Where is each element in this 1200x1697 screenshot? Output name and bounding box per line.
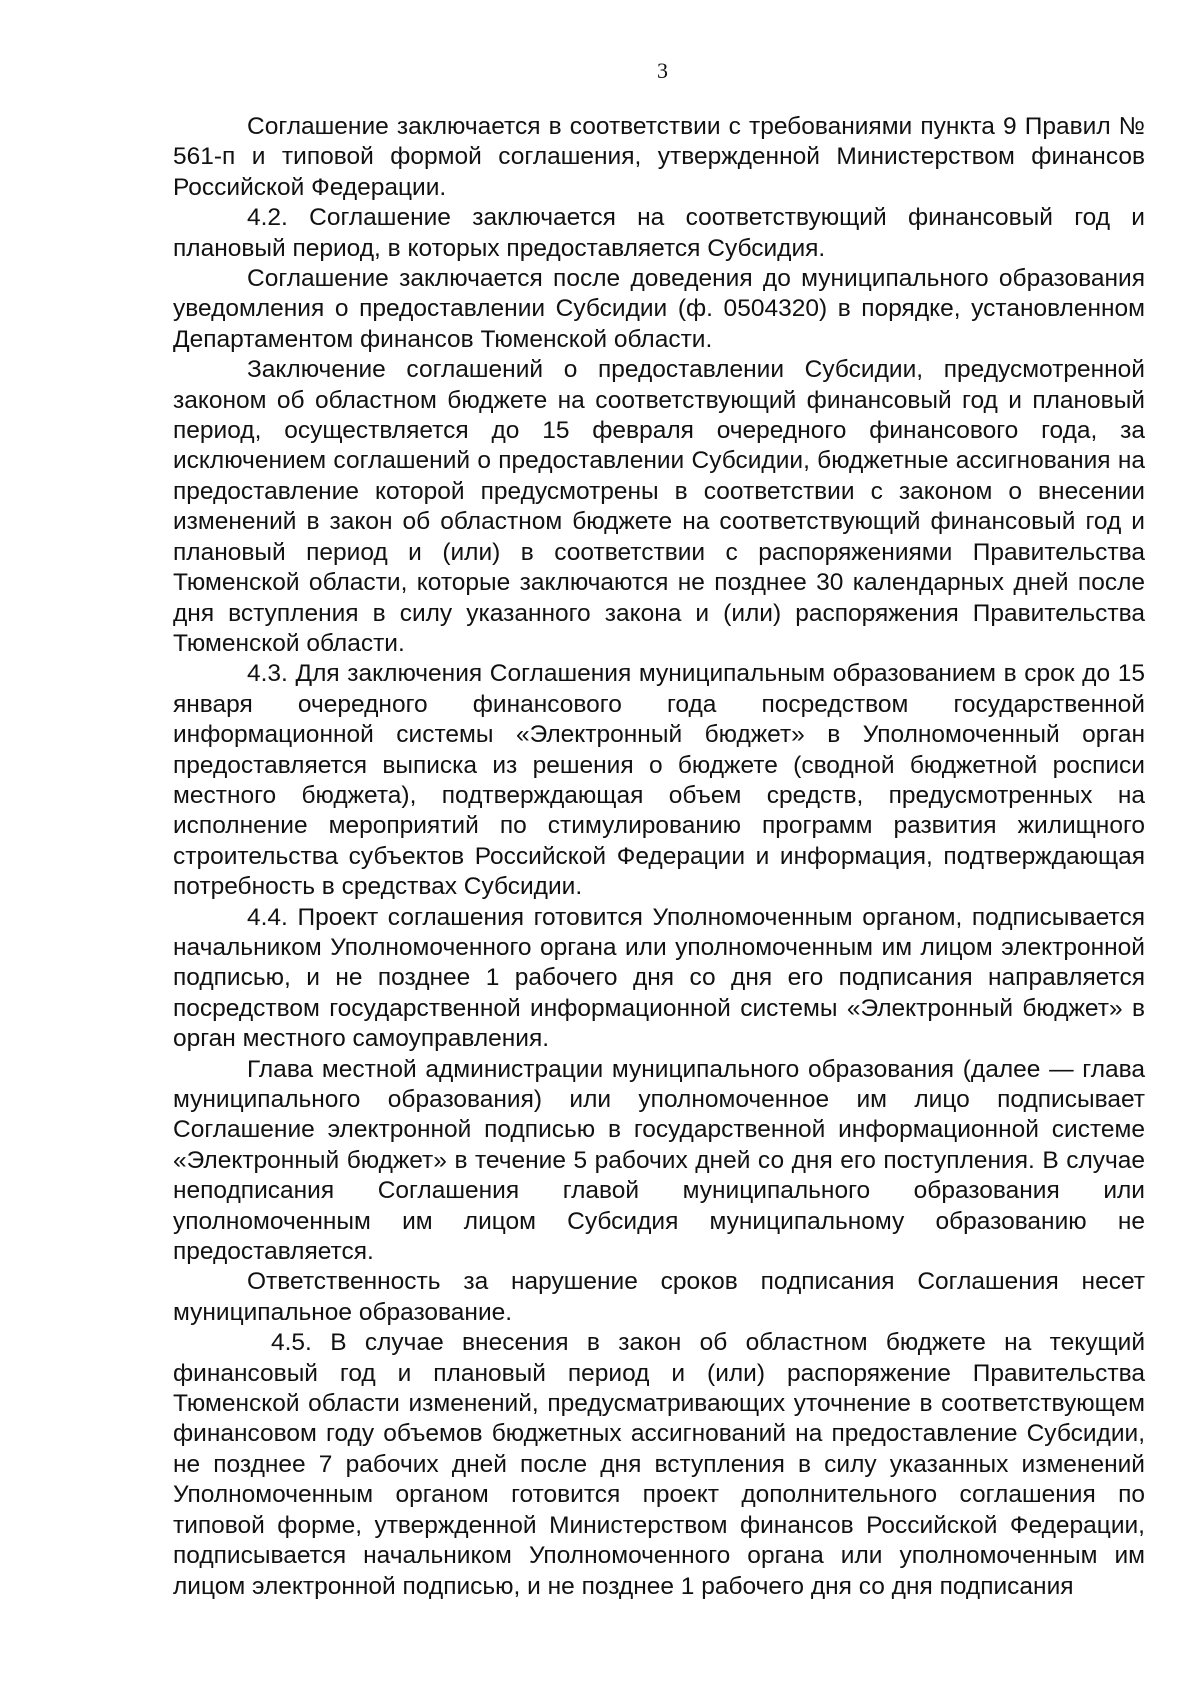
paragraph-4-5: 4.5. В случае внесения в закон об областном бюджете на текущий финансовый год и плановый период и (или) распоряжение Правительства Тюменской области изменений, предусматривающих уточнение в соответствующем финансовом году объемов бюджетных ассигнований на предоставление Субсидии, не позднее 7 рабочих дней после дня вступления в силу указанных изменений Уполномоченным органом готовится проект дополнительного соглашения по типовой форме, утвержденной Министерством финансов Российской Федерации, подписывается начальником Уполномоченного органа или уполномоченным им лицом электронной подписью, и не позднее 1 рабочего дня со дня подписания [173, 1329, 1145, 1600]
paragraph-4-3: 4.3. Для заключения Соглашения муниципальным образованием в срок до 15 января очередного финансового года посредством государственной информационной системы «Электронный бюджет» в Уполномоченный орган предоставляется выписка из решения о бюджете (сводной бюджетной росписи местного бюджета), подтверждающая объем средств, предусмотренных на исполнение мероприятий по стимулированию программ развития жилищного строительства субъектов Российской Федерации и информация, подтверждающая потребность в средствах Субсидии. [173, 660, 1145, 901]
paragraph-4-2: 4.2. Соглашение заключается на соответствующий финансовый год и плановый период, в которых предоставляется Субсидия. [173, 204, 1145, 262]
page-number: 3 [657, 58, 668, 83]
paragraph-agreement-notification: Соглашение заключается после доведения до муниципального образования уведомления о предоставлении Субсидии (ф. 0504320) в порядке, установленном Департаментом финансов Тюменской области. [173, 265, 1145, 353]
paragraph-agreement-deadline: Заключение соглашений о предоставлении Субсидии, предусмотренной законом об областном бюджете на соответствующий финансовый год и плановый период, осуществляется до 15 февраля очередного финансового года, за исключением соглашений о предоставлении Субсидии, бюджетные ассигнования на предоставление которой предусмотрены в соответствии с законом о внесении изменений в закон об областном бюджете на соответствующий финансовый год и плановый период и (или) в соответствии с распоряжениями Правительства Тюменской области, которые заключаются не позднее 30 календарных дней после дня вступления в силу указанного закона и (или) распоряжения Правительства Тюменской области. [173, 356, 1145, 657]
document-body [173, 112, 1145, 1602]
paragraph-responsibility: Ответственность за нарушение сроков подписания Соглашения несет муниципальное образование. [173, 1268, 1145, 1326]
paragraph-head-signing: Глава местной администрации муниципального образования (далее — глава муниципального образования) или уполномоченное им лицо подписывает Соглашение электронной подписью в государственной информационной системе «Электронный бюджет» в течение 5 рабочих дней со дня его поступления. В случае неподписания Соглашения главой муниципального образования или уполномоченным им лицом Субсидия муниципальному образованию не предоставляется. [173, 1055, 1145, 1266]
paragraph-4-4: 4.4. Проект соглашения готовится Уполномоченным органом, подписывается начальником Уполномоченного органа или уполномоченным им лицом электронной подписью, и не позднее 1 рабочего дня со дня его подписания направляется посредством государственной информационной системы «Электронный бюджет» в орган местного самоуправления. [173, 903, 1145, 1053]
paragraph-agreement-requirements: Соглашение заключается в соответствии с требованиями пункта 9 Правил № 561-п и типовой формой соглашения, утвержденной Министерством финансов Российской Федерации. [173, 113, 1145, 201]
